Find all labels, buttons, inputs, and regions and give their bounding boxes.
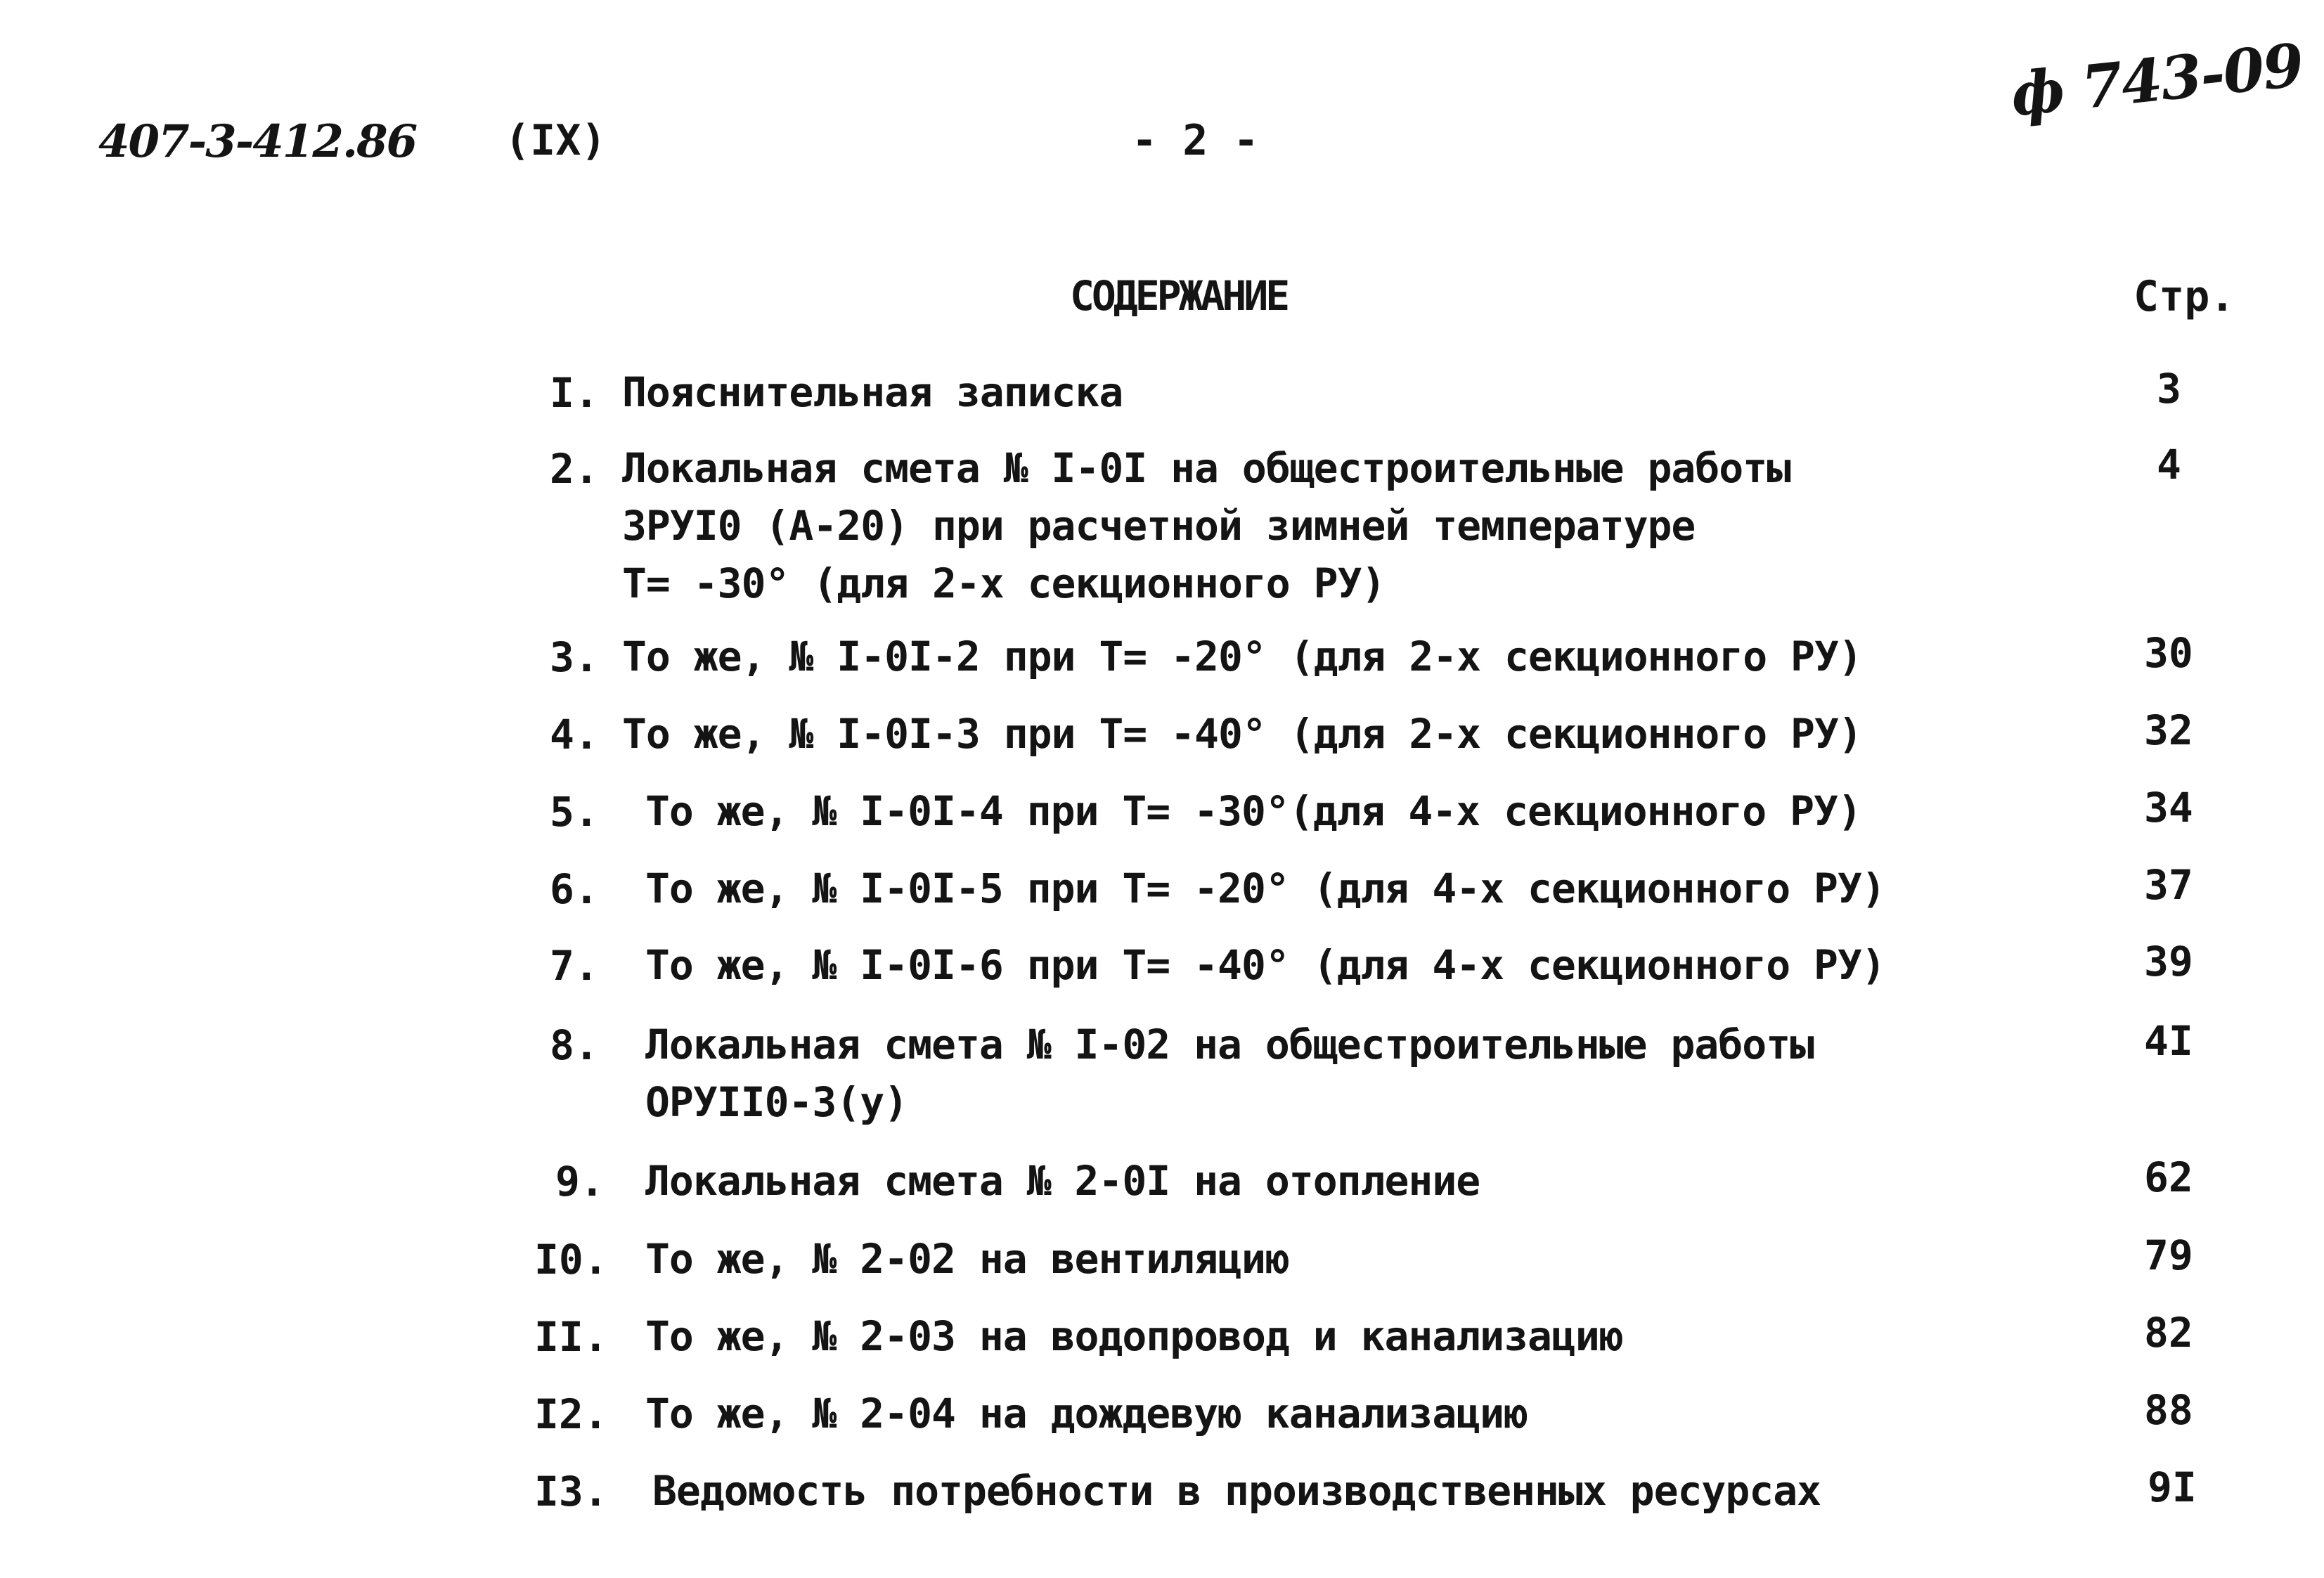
toc-item-page: 3	[2157, 365, 2181, 413]
handwritten-stamp: ф 743-09	[2007, 30, 2306, 130]
toc-item-page: 32	[2144, 706, 2193, 754]
toc-item-page: 88	[2144, 1386, 2193, 1434]
toc-item-page: 30	[2144, 629, 2193, 677]
toc-item-text: То же, № I-0I-2 при Т= -20° (для 2-х секционного РУ)	[622, 633, 1862, 680]
toc-item-text: То же, № I-0I-5 при Т= -20° (для 4-х секционного РУ)	[645, 865, 1885, 912]
toc-item-text: То же, № 2-04 на дождевую канализацию	[645, 1390, 1528, 1437]
toc-item-number: I.	[550, 369, 599, 417]
toc-item-page: 79	[2144, 1231, 2193, 1279]
toc-item-page: 4I	[2144, 1017, 2193, 1065]
toc-item-text: То же, № I-0I-3 при Т= -40° (для 2-х секционного РУ)	[622, 710, 1862, 758]
toc-item-page: 37	[2144, 861, 2193, 909]
toc-item-page: 82	[2144, 1309, 2193, 1357]
page-column-header: Стр.	[2133, 272, 2235, 321]
toc-item-number: I0.	[534, 1236, 608, 1283]
toc-item-text: Локальная смета № I-0I на общестроительные работы	[622, 444, 1791, 492]
toc-item-page: 4	[2157, 441, 2181, 489]
toc-item-number: 6.	[550, 865, 599, 913]
toc-item-text: То же, № 2-02 на вентиляцию	[645, 1235, 1289, 1283]
toc-item-number: I2.	[534, 1390, 608, 1438]
toc-item-number: 3.	[550, 633, 599, 681]
toc-item-text: Пояснительная записка	[622, 368, 1123, 416]
toc-item-text: Локальная смета № 2-0I на отопление	[645, 1157, 1480, 1205]
toc-item-number: 8.	[550, 1021, 599, 1069]
toc-item-text: ЗРУI0 (А-20) при расчетной зимней температуре	[622, 502, 1696, 550]
toc-item-text: ОРУII0-3(у)	[645, 1078, 908, 1126]
toc-item-text: Т= -30° (для 2-х секционного РУ)	[622, 560, 1386, 607]
contents-title: СОДЕРЖАНИЕ	[1070, 272, 1288, 320]
toc-item-page: 62	[2144, 1153, 2193, 1201]
toc-item-number: II.	[534, 1313, 608, 1361]
toc-item-number: 5.	[550, 788, 599, 836]
toc-item-page: 39	[2144, 938, 2193, 985]
toc-item-text: То же, № I-0I-4 при Т= -30°(для 4-х секционного РУ)	[645, 787, 1861, 835]
toc-item-page: 9I	[2148, 1463, 2197, 1511]
toc-item-text: То же, № 2-03 на водопровод и канализацию	[645, 1312, 1623, 1360]
toc-item-number: 2.	[550, 445, 599, 493]
toc-item-number: 7.	[550, 942, 599, 990]
document-code: 407-3-412.86	[98, 115, 417, 168]
toc-item-number: I3.	[534, 1468, 608, 1515]
section-code: (IX)	[505, 116, 607, 165]
toc-item-page: 34	[2144, 784, 2193, 832]
toc-item-text: Локальная смета № I-02 на общестроительные работы	[645, 1021, 1814, 1068]
toc-item-text: То же, № I-0I-6 при Т= -40° (для 4-х секционного РУ)	[645, 941, 1885, 989]
toc-item-number: 4.	[550, 711, 599, 758]
page-number: - 2 -	[1132, 116, 1259, 165]
toc-item-number: 9.	[555, 1158, 605, 1205]
toc-item-text: Ведомость потребности в производственных ресурсах	[652, 1467, 1821, 1515]
